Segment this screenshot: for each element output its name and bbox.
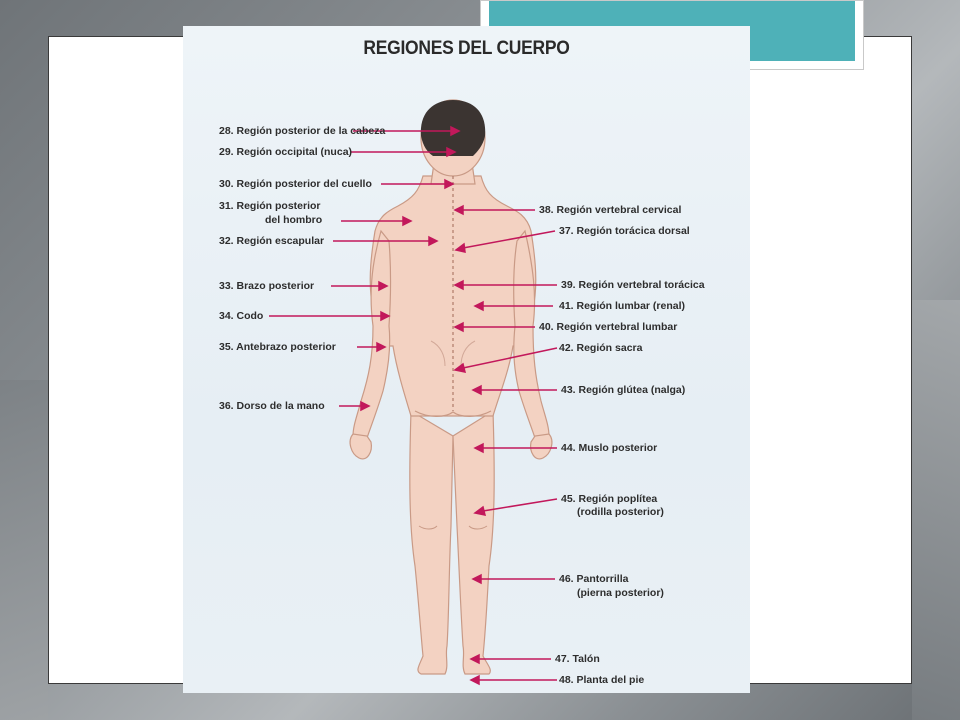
label-region-38: 38. Región vertebral cervical (539, 204, 682, 216)
label-region-35: 35. Antebrazo posterior (219, 341, 336, 353)
label-region-44: 44. Muslo posterior (561, 442, 658, 454)
label-region-33: 33. Brazo posterior (219, 280, 315, 292)
label-region-37: 37. Región torácica dorsal (559, 225, 690, 237)
label-region-29: 29. Región occipital (nuca) (219, 146, 353, 158)
figure-title: REGIONES DEL CUERPO (363, 38, 570, 59)
background-facet (0, 380, 48, 720)
label-region-31-line2: del hombro (265, 214, 323, 226)
label-region-30: 30. Región posterior del cuello (219, 178, 372, 190)
label-region-42: 42. Región sacra (559, 342, 643, 354)
label-region-46: 46. Pantorrilla (559, 573, 629, 585)
label-region-32: 32. Región escapular (219, 235, 325, 247)
background-facet (912, 300, 960, 720)
label-region-41: 41. Región lumbar (renal) (559, 300, 686, 312)
label-region-31: 31. Región posterior (219, 200, 321, 212)
label-region-34: 34. Codo (219, 310, 264, 322)
label-region-48: 48. Planta del pie (559, 674, 645, 686)
body-regions-figure (183, 26, 750, 693)
label-region-47: 47. Talón (555, 653, 600, 665)
body-silhouette (350, 100, 552, 674)
label-region-36: 36. Dorso de la mano (219, 400, 325, 412)
label-region-45: 45. Región poplítea (561, 493, 658, 505)
label-region-46-line2: (pierna posterior) (577, 587, 664, 599)
label-region-28: 28. Región posterior de la cabeza (219, 125, 386, 137)
label-region-43: 43. Región glútea (nalga) (561, 384, 686, 396)
label-region-39: 39. Región vertebral torácica (561, 279, 705, 291)
label-region-45-line2: (rodilla posterior) (577, 506, 664, 518)
label-region-40: 40. Región vertebral lumbar (539, 321, 678, 333)
